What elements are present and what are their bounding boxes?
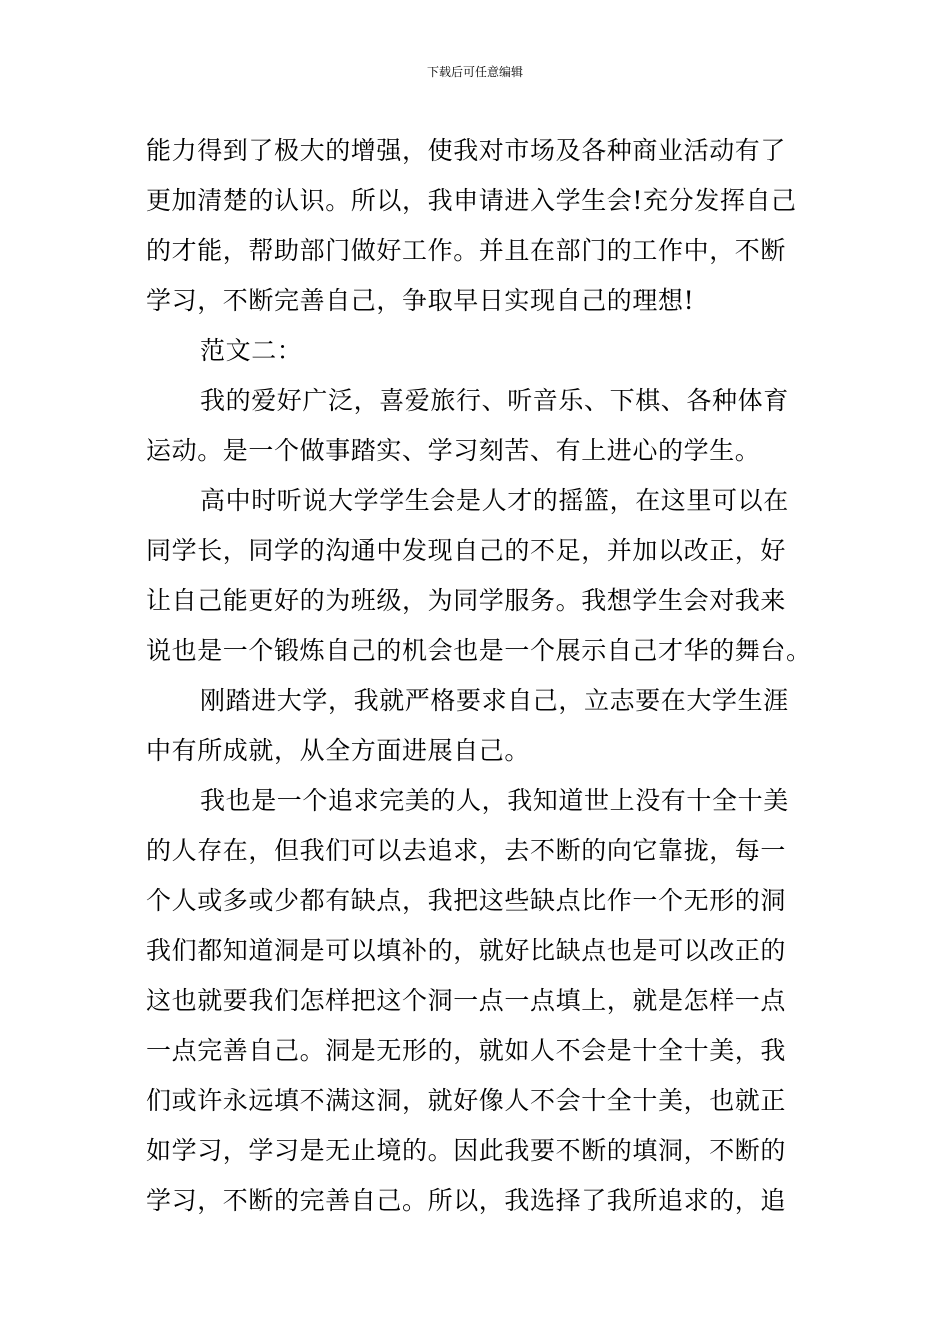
text-line: 高中时听说大学学生会是人才的摇篮，在这里可以在 (200, 486, 789, 515)
text-line: 的人存在，但我们可以去追求，去不断的向它靠拢，每一 (146, 836, 787, 865)
text-line: 同学长，同学的沟通中发现自己的不足，并加以改正，好 (146, 536, 787, 565)
text-line: 个人或多或少都有缺点，我把这些缺点比作一个无形的洞 (146, 886, 787, 915)
text-line: 我也是一个追求完美的人，我知道世上没有十全十美 (200, 786, 789, 815)
text-line: 一点完善自己。洞是无形的，就如人不会是十全十美，我 (146, 1036, 787, 1065)
text-line: 我的爱好广泛，喜爱旅行、听音乐、下棋、各种体育 (200, 386, 789, 415)
text-line: 说也是一个锻炼自己的机会也是一个展示自己才华的舞台。 (146, 636, 812, 665)
text-line: 的才能，帮助部门做好工作。并且在部门的工作中，不断 (146, 236, 787, 265)
page-header: 下载后可任意编辑 (426, 65, 523, 79)
text-line: 们或许永远填不满这洞，就好像人不会十全十美，也就正 (146, 1086, 787, 1115)
text-line: 我们都知道洞是可以填补的，就好比缺点也是可以改正的 (146, 936, 787, 965)
text-line: 范文二： (200, 336, 303, 365)
text-line: 如学习，学习是无止境的。因此我要不断的填洞，不断的 (146, 1136, 787, 1165)
text-line: 这也就要我们怎样把这个洞一点一点填上，就是怎样一点 (146, 986, 787, 1015)
text-line: 学习，不断的完善自己。所以，我选择了我所追求的，追 (146, 1186, 787, 1215)
text-line: 中有所成就，从全方面进展自己。 (146, 736, 531, 765)
text-line: 能力得到了极大的增强，使我对市场及各种商业活动有了 (146, 136, 787, 165)
text-line: 让自己能更好的为班级，为同学服务。我想学生会对我来 (146, 586, 787, 615)
text-line: 运动。是一个做事踏实、学习刻苦、有上进心的学生。 (146, 436, 761, 465)
document-body (146, 126, 812, 1226)
text-line: 刚踏进大学，我就严格要求自己，立志要在大学生涯 (200, 686, 789, 715)
text-line: 学习，不断完善自己，争取早日实现自己的理想! (146, 286, 695, 315)
text-line: 更加清楚的认识。所以，我申请进入学生会!充分发挥自己 (146, 186, 797, 215)
